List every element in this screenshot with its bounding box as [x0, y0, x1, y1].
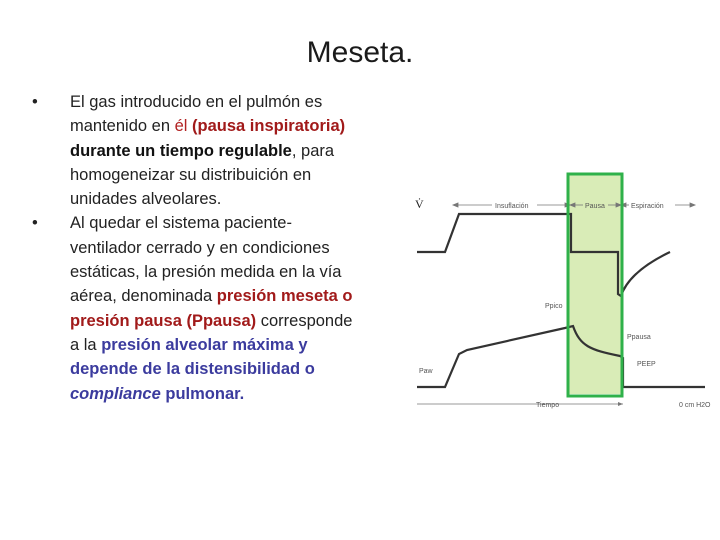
- ventilator-waveform-diagram: [405, 168, 720, 418]
- ppico-label: Ppico: [545, 303, 563, 310]
- bullet-1-rest: , para homogeneizar su distribuición en unidades alveolares.: [70, 141, 335, 209]
- flow-curve: [417, 214, 670, 296]
- body-text: [32, 90, 362, 406]
- peep-label: PEEP: [637, 361, 656, 368]
- zero-pressure-label: 0 cm H2O: [679, 402, 711, 409]
- bullet-1-el: él: [174, 117, 193, 136]
- bullet-2: [32, 211, 362, 405]
- bullet-2-presion-meseta: presión meseta o presión pausa (Ppausa): [70, 287, 353, 330]
- bullet-2-compliance: compliance: [70, 384, 161, 403]
- tiempo-label: Tiempo: [536, 402, 560, 409]
- bullet-2-presion-alveolar: presión alveolar máxima y depende de la distensibilidad o: [70, 335, 315, 379]
- pausa-label: Pausa: [585, 203, 605, 210]
- bullet-2-corresponde: corresponde a la: [70, 311, 353, 354]
- ppausa-label: Ppausa: [627, 334, 651, 341]
- bullet-1-pausa-inspiratoria: (pausa inspiratoria): [192, 117, 346, 136]
- bullet-1-text: El gas introducido en el pulmón es mantenido en: [70, 93, 323, 136]
- bullet-2-pulmonar: pulmonar.: [160, 384, 245, 403]
- bullet-2-text: Al quedar el sistema paciente-ventilador cerrado y en condiciones estáticas, la presión medida en la vía aérea, denominada: [70, 214, 342, 306]
- flow-symbol-label: V̇: [415, 197, 424, 211]
- bullet-1-durante: durante un tiempo regulable: [70, 141, 292, 160]
- espiracion-label: Espiración: [631, 203, 664, 210]
- slide-title: Meseta.: [306, 36, 414, 69]
- bullet-dot: •: [32, 214, 38, 233]
- time-axis-arrow: [618, 402, 623, 406]
- insuflacion-label: Insuflación: [495, 203, 529, 210]
- bullet-dot: •: [32, 93, 38, 111]
- bullet-1: [32, 90, 362, 211]
- pressure-curve: [417, 326, 705, 387]
- paw-label: Paw: [419, 368, 433, 375]
